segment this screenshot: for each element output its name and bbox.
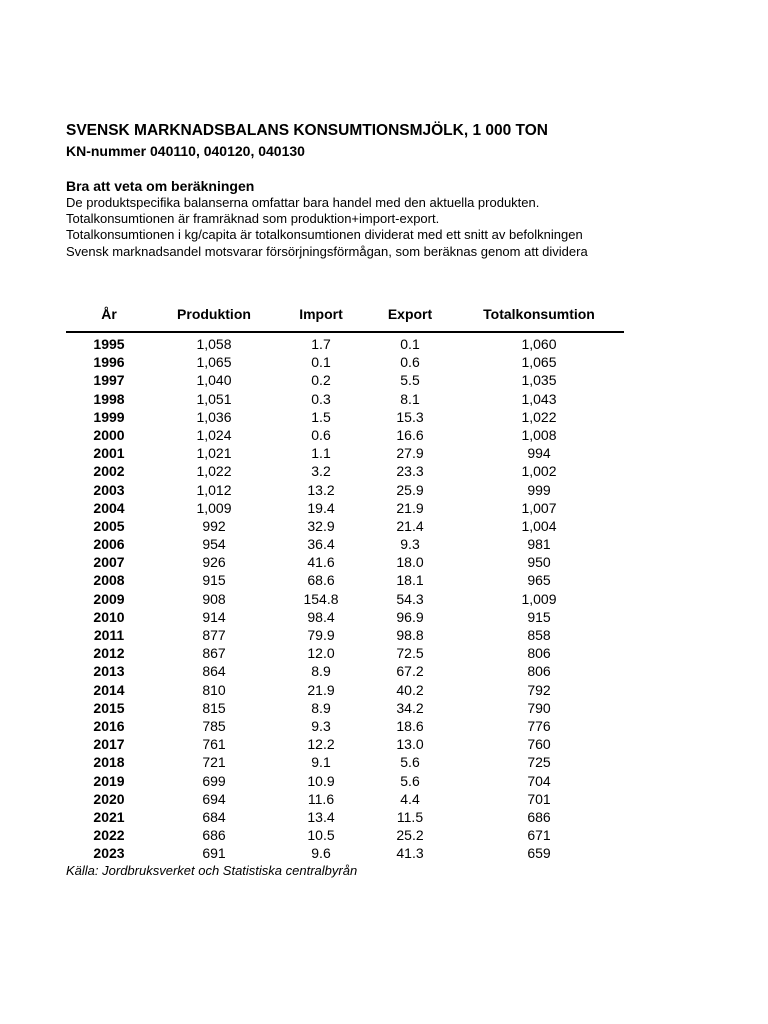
cell-total-consumption: 806: [527, 663, 551, 680]
cell-production: 721: [202, 754, 226, 771]
cell-production: 954: [202, 536, 226, 553]
cell-import: 3.2: [311, 463, 331, 480]
cell-year: 2017: [93, 736, 125, 753]
cell-total-consumption: 1,008: [521, 426, 557, 443]
cell-export: 21.9: [396, 499, 424, 516]
market-balance-table: [66, 302, 624, 862]
cell-year: 2013: [93, 663, 125, 680]
cell-export: 41.3: [396, 845, 424, 862]
cell-import: 13.2: [307, 481, 335, 498]
table-row: [66, 571, 624, 589]
cell-total-consumption: 999: [527, 481, 551, 498]
cell-export: 25.9: [396, 481, 424, 498]
cell-import: 9.1: [311, 754, 331, 771]
cell-total-consumption: 776: [527, 717, 551, 734]
cell-import: 13.4: [307, 808, 335, 825]
table-row: [66, 408, 624, 426]
table-row: [66, 462, 624, 480]
cell-production: 785: [202, 717, 226, 734]
cell-export: 72.5: [396, 645, 424, 662]
table-row: [66, 826, 624, 844]
cell-export: 9.3: [400, 536, 420, 553]
cell-year: 2004: [93, 499, 125, 516]
cell-import: 0.2: [311, 372, 331, 389]
cell-production: 1,051: [196, 390, 232, 407]
cell-total-consumption: 1,035: [521, 372, 557, 389]
info-line: De produktspecifika balanserna omfattar bara handel med den aktuella produkten.: [66, 195, 540, 210]
cell-production: 761: [202, 736, 226, 753]
cell-year: 2015: [93, 699, 125, 716]
cell-total-consumption: 701: [527, 790, 551, 807]
cell-production: 867: [202, 645, 226, 662]
table-row: [66, 753, 624, 771]
cell-total-consumption: 704: [527, 772, 551, 789]
cell-production: 815: [202, 699, 226, 716]
table-row: [66, 681, 624, 699]
table-row: [66, 444, 624, 462]
source-note: Källa: Jordbruksverket och Statistiska centralbyrån: [66, 863, 358, 878]
cell-year: 2006: [93, 536, 125, 553]
cell-year: 2020: [93, 790, 125, 807]
cell-export: 40.2: [396, 681, 424, 698]
cell-import: 9.6: [311, 845, 331, 862]
cell-total-consumption: 1,065: [521, 354, 557, 371]
table-row: [66, 553, 624, 571]
table-row: [66, 481, 624, 499]
cell-import: 8.9: [311, 699, 331, 716]
spreadsheet-page: [66, 0, 624, 1024]
table-row: [66, 335, 624, 353]
cell-export: 5.5: [400, 372, 420, 389]
cell-import: 0.1: [311, 354, 331, 371]
cell-total-consumption: 994: [527, 445, 551, 462]
cell-export: 18.0: [396, 554, 424, 571]
cell-export: 23.3: [396, 463, 424, 480]
cell-year: 2016: [93, 717, 125, 734]
cell-export: 0.1: [400, 336, 420, 352]
cell-year: 1996: [93, 354, 125, 371]
table-row: [66, 499, 624, 517]
table-header-row: [66, 302, 624, 333]
column-header-year: År: [101, 306, 117, 322]
cell-production: 1,036: [196, 408, 232, 425]
cell-year: 1997: [93, 372, 125, 389]
cell-production: 1,022: [196, 463, 232, 480]
cell-production: 914: [202, 608, 226, 625]
cell-import: 9.3: [311, 717, 331, 734]
page-title: SVENSK MARKNADSBALANS KONSUMTIONSMJÖLK, 1 000 TON: [66, 122, 548, 139]
cell-import: 98.4: [307, 608, 335, 625]
cell-production: 1,009: [196, 499, 232, 516]
cell-export: 67.2: [396, 663, 424, 680]
cell-year: 2010: [93, 608, 125, 625]
cell-import: 68.6: [307, 572, 335, 589]
table-row: [66, 844, 624, 862]
cell-import: 10.5: [307, 827, 335, 844]
cell-year: 1998: [93, 390, 125, 407]
table-row: [66, 590, 624, 608]
cell-year: 2007: [93, 554, 125, 571]
cell-import: 41.6: [307, 554, 335, 571]
cell-total-consumption: 1,060: [521, 336, 557, 352]
cell-total-consumption: 1,022: [521, 408, 557, 425]
cell-total-consumption: 1,004: [521, 517, 557, 534]
cell-export: 25.2: [396, 827, 424, 844]
cell-year: 2019: [93, 772, 125, 789]
cell-total-consumption: 1,002: [521, 463, 557, 480]
cell-import: 11.6: [307, 790, 335, 807]
cell-export: 8.1: [400, 390, 420, 407]
table-row: [66, 608, 624, 626]
table-row: [66, 371, 624, 389]
cell-total-consumption: 790: [527, 699, 551, 716]
cell-year: 2005: [93, 517, 125, 534]
cell-year: 2021: [93, 808, 125, 825]
cell-total-consumption: 981: [527, 536, 551, 553]
cell-year: 2001: [93, 445, 125, 462]
cell-total-consumption: 965: [527, 572, 551, 589]
cell-import: 1.7: [311, 336, 331, 352]
cell-production: 694: [202, 790, 226, 807]
cell-export: 11.5: [396, 808, 424, 825]
cell-total-consumption: 659: [527, 845, 551, 862]
cell-year: 2002: [93, 463, 125, 480]
info-line: Svensk marknadsandel motsvarar försörjningsförmågan, som beräknas genom att dividera: [66, 243, 588, 259]
cell-year: 2012: [93, 645, 125, 662]
cell-production: 1,065: [196, 354, 232, 371]
cell-import: 12.0: [307, 645, 335, 662]
info-text-block: [66, 195, 588, 260]
column-header-total-consumption: Totalkonsumtion: [483, 306, 595, 322]
cell-year: 1999: [93, 408, 125, 425]
cell-total-consumption: 1,043: [521, 390, 557, 407]
cell-total-consumption: 1,007: [521, 499, 557, 516]
cell-production: 684: [202, 808, 226, 825]
cell-import: 21.9: [307, 681, 335, 698]
cell-production: 926: [202, 554, 226, 571]
cell-import: 1.5: [311, 408, 331, 425]
table-row: [66, 790, 624, 808]
cell-year: 2023: [93, 845, 125, 862]
cell-production: 908: [202, 590, 226, 607]
cell-export: 4.4: [400, 790, 420, 807]
column-header-import: Import: [299, 306, 343, 322]
table-row: [66, 717, 624, 735]
cell-production: 686: [202, 827, 226, 844]
cell-import: 12.2: [307, 736, 335, 753]
cell-total-consumption: 686: [527, 808, 551, 825]
cell-total-consumption: 915: [527, 608, 551, 625]
cell-total-consumption: 671: [527, 827, 551, 844]
cell-import: 1.1: [311, 445, 331, 462]
table-row: [66, 390, 624, 408]
cell-total-consumption: 950: [527, 554, 551, 571]
table-row: [66, 626, 624, 644]
cell-year: 2009: [93, 590, 125, 607]
cell-export: 16.6: [396, 426, 424, 443]
cell-export: 54.3: [396, 590, 424, 607]
cell-export: 98.8: [396, 627, 424, 643]
cell-import: 19.4: [307, 499, 335, 516]
cell-year: 2018: [93, 754, 125, 771]
table-row: [66, 517, 624, 535]
cell-export: 0.6: [400, 354, 420, 371]
cell-production: 1,012: [196, 481, 232, 498]
table-row: [66, 772, 624, 790]
cell-import: 154.8: [303, 590, 339, 607]
cell-production: 915: [202, 572, 226, 589]
table-body: [66, 333, 624, 862]
cell-import: 36.4: [307, 536, 335, 553]
cell-year: 2011: [93, 627, 125, 643]
column-header-export: Export: [387, 306, 433, 322]
cell-export: 21.4: [396, 517, 424, 534]
info-heading: Bra att veta om beräkningen: [66, 178, 255, 194]
table-row: [66, 735, 624, 753]
cell-export: 27.9: [396, 445, 424, 462]
table-row: [66, 426, 624, 444]
cell-year: 2003: [93, 481, 125, 498]
table-row: [66, 353, 624, 371]
table-row: [66, 644, 624, 662]
table-row: [66, 662, 624, 680]
cell-export: 34.2: [396, 699, 424, 716]
cell-export: 15.3: [396, 408, 424, 425]
cell-year: 2014: [93, 681, 125, 698]
info-line: Totalkonsumtionen i kg/capita är totalkonsumtionen dividerat med ett snitt av befolkningen: [66, 227, 583, 243]
cell-import: 8.9: [311, 663, 331, 680]
cell-export: 18.6: [396, 717, 424, 734]
table-row: [66, 535, 624, 553]
cell-production: 1,040: [196, 372, 232, 389]
cell-export: 18.1: [396, 572, 424, 589]
cell-total-consumption: 806: [527, 645, 551, 662]
cell-import: 0.6: [311, 426, 331, 443]
cell-export: 5.6: [400, 754, 420, 771]
cell-import: 0.3: [311, 390, 331, 407]
cell-production: 699: [202, 772, 226, 789]
cell-production: 1,021: [196, 445, 232, 462]
cell-year: 2022: [93, 827, 125, 844]
cell-total-consumption: 760: [527, 736, 551, 753]
info-line: Totalkonsumtionen är framräknad som produktion+import-export.: [66, 211, 440, 227]
cell-production: 691: [202, 845, 226, 862]
cell-total-consumption: 792: [527, 681, 551, 698]
cell-import: 32.9: [307, 517, 335, 534]
cell-import: 79.9: [307, 627, 335, 643]
cell-year: 2008: [93, 572, 125, 589]
cell-production: 810: [202, 681, 226, 698]
table-row: [66, 808, 624, 826]
cell-year: 2000: [93, 426, 125, 443]
cell-production: 877: [202, 627, 226, 643]
cell-import: 10.9: [307, 772, 335, 789]
cell-export: 5.6: [400, 772, 420, 789]
cell-export: 13.0: [396, 736, 424, 753]
cell-production: 1,024: [196, 426, 232, 443]
cell-total-consumption: 725: [527, 754, 551, 771]
cell-production: 1,058: [196, 336, 232, 352]
page-subtitle: KN-nummer 040110, 040120, 040130: [66, 143, 305, 159]
cell-export: 96.9: [396, 608, 424, 625]
table-row: [66, 699, 624, 717]
cell-total-consumption: 1,009: [521, 590, 557, 607]
cell-total-consumption: 858: [527, 627, 551, 643]
column-header-production: Produktion: [177, 306, 251, 322]
cell-production: 992: [202, 517, 226, 534]
cell-production: 864: [202, 663, 226, 680]
cell-year: 1995: [93, 336, 125, 352]
